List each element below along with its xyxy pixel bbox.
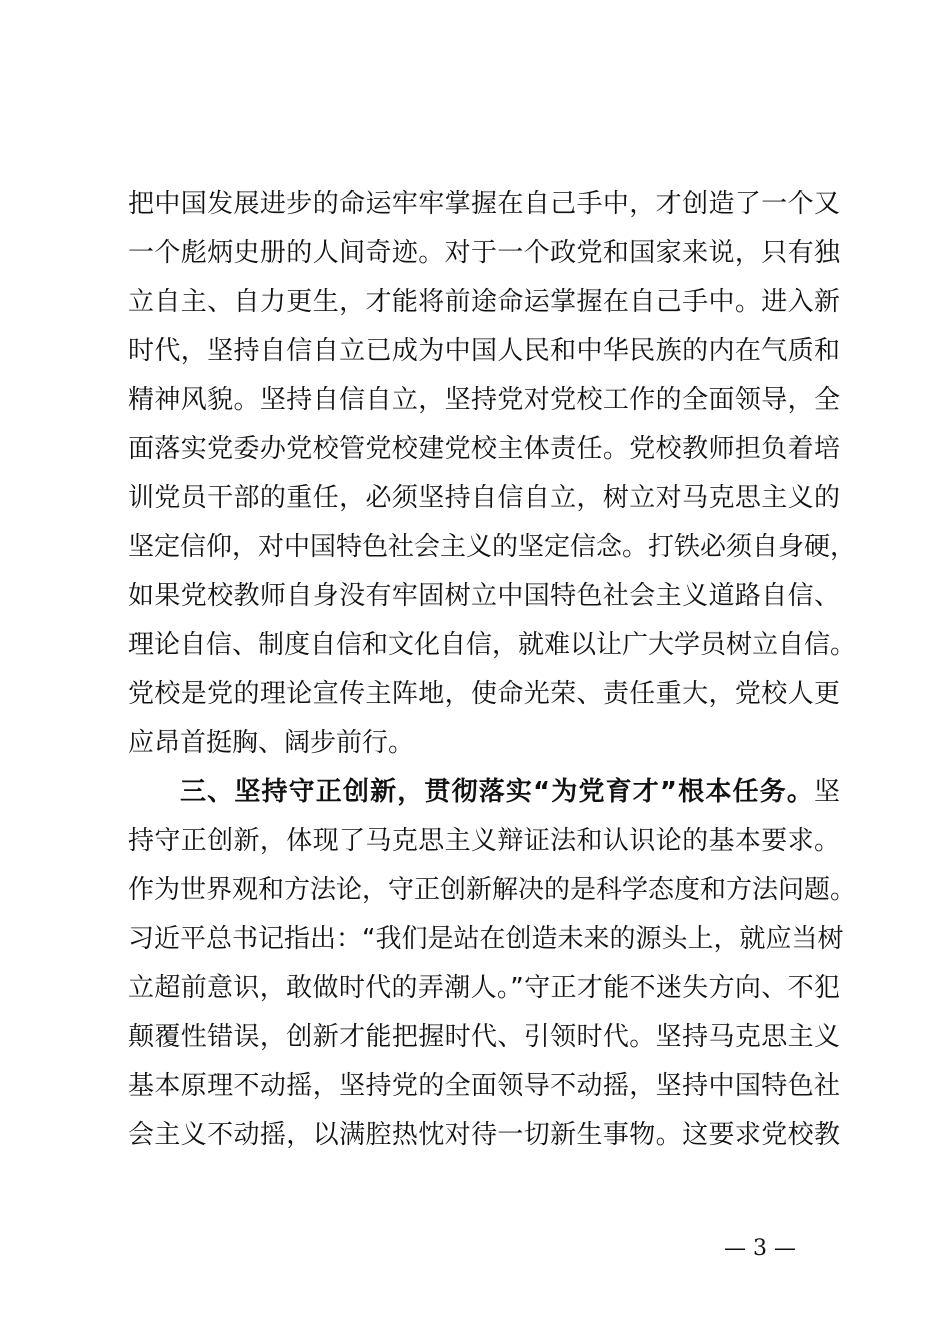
text-line: 立自主、自力更生，才能将前途命运掌握在自己手中。进入新 xyxy=(128,287,840,317)
section-heading: 三、坚持守正创新，贯彻落实“为党育才”根本任务。 xyxy=(180,777,814,807)
page-number: — 3 — xyxy=(724,1236,796,1261)
text-line: 应昂首挺胸、阔步前行。 xyxy=(128,728,415,758)
text-line: 一个彪炳史册的人间奇迹。对于一个政党和国家来说，只有独 xyxy=(128,238,840,268)
body-text xyxy=(128,180,857,1160)
text-line: 理论自信、制度自信和文化自信，就难以让广大学员树立自信。 xyxy=(128,630,857,660)
text-line: 坚定信仰，对中国特色社会主义的坚定信念。打铁必须自身硬， xyxy=(128,532,857,562)
text-line: 党校是党的理论宣传主阵地，使命光荣、责任重大，党校人更 xyxy=(128,679,840,709)
text-line: 立超前意识，敢做时代的弄潮人。”守正才能不迷失方向、不犯 xyxy=(128,973,840,1003)
text-line: 基本原理不动摇，坚持党的全面领导不动摇，坚持中国特色社 xyxy=(128,1071,840,1101)
text-line: 持守正创新，体现了马克思主义辩证法和认识论的基本要求。 xyxy=(128,826,840,856)
text-line: 如果党校教师自身没有牢固树立中国特色社会主义道路自信、 xyxy=(128,581,840,611)
paragraph-1 xyxy=(128,180,857,768)
text-line: 颠覆性错误，创新才能把握时代、引领时代。坚持马克思主义 xyxy=(128,1022,840,1052)
text-line: 时代，坚持自信自立已成为中国人民和中华民族的内在气质和 xyxy=(128,336,840,366)
text-line: 把中国发展进步的命运牢牢掌握在自己手中，才创造了一个又 xyxy=(128,189,840,219)
text-line: 会主义不动摇，以满腔热忱对待一切新生事物。这要求党校教 xyxy=(128,1120,840,1150)
text-line: 训党员干部的重任，必须坚持自信自立，树立对马克思主义的 xyxy=(128,483,840,513)
text-line: 作为世界观和方法论，守正创新解决的是科学态度和方法问题。 xyxy=(128,875,857,905)
heading-line xyxy=(128,768,840,817)
text-line: 面落实党委办党校管党校建党校主体责任。党校教师担负着培 xyxy=(128,434,840,464)
paragraph-2 xyxy=(128,768,857,1160)
text-line: 精神风貌。坚持自信自立，坚持党对党校工作的全面领导，全 xyxy=(128,385,840,415)
text-line: 习近平总书记指出：“我们是站在创造未来的源头上，就应当树 xyxy=(128,924,844,954)
heading-line-rest: 坚 xyxy=(813,777,840,807)
